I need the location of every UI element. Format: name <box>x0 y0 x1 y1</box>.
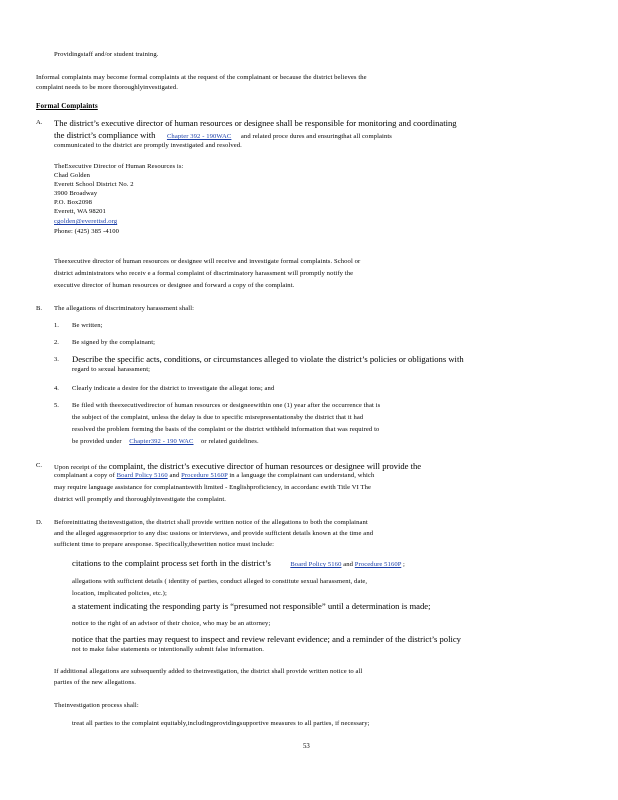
section-a-line-2-tail: and related proce dures and ensuringthat all complaints <box>240 133 392 140</box>
section-b-item-3-line-2: regard to sexual harassment; <box>72 366 151 373</box>
list-number: 4. <box>54 385 59 392</box>
list-number: 3. <box>54 356 59 363</box>
section-a-paragraph-line-2: district administrators who receiv e a formal complaint of discriminatory harassment will promptly notify the <box>54 270 354 277</box>
section-b-label: B. <box>36 305 43 312</box>
section-d-bullet-5-line-1: notice that the parties may request to inspect and review relevant evidence; and a reminder of the district’s policy <box>72 634 461 644</box>
section-a-paragraph-line-1: Theexecutive director of human resources or designee will receive and investigate formal complaints. School or <box>54 258 361 265</box>
list-number: 2. <box>54 339 59 346</box>
section-b-item-5-line-3: resolved the problem forming the basis of the complaint or the district withheld information that was required to <box>72 426 380 433</box>
section-c-line-1-lead: Upon receipt of the <box>54 464 107 471</box>
section-b-item-2: Be signed by the complainant; <box>72 339 156 346</box>
section-b-item-1: Be written; <box>72 322 103 329</box>
list-number: 1. <box>54 322 59 329</box>
section-a-line-2-lead: the district’s compliance with <box>54 130 156 140</box>
section-c-line-4: district will promptly and thoroughlyinvestigate the complaint. <box>54 496 227 503</box>
section-b-intro: The allegations of discriminatory harassment shall: <box>54 305 195 312</box>
section-c-line-2-tail: in a language the complainant can understand, which <box>229 472 375 479</box>
contact-email-link[interactable]: cgolden@everettsd.org <box>54 218 118 225</box>
section-d-bullet-4: notice to the right of an advisor of their choice, who may be an attorney; <box>72 620 271 627</box>
formal-complaints-heading: Formal Complaints <box>36 102 98 110</box>
contact-line-3: Everett School District No. 2 <box>54 181 134 188</box>
section-c-line-3: may require language assistance for complainantswith limited - Englishproficiency, in accordanc ewith Title VI The <box>54 484 372 491</box>
section-c-line-2 <box>54 472 374 480</box>
section-d-line-1: Beforeinitiating theinvestigation, the district shall provide written notice of the allegations to both the complainant <box>54 519 368 526</box>
section-d-bullet-2-line-2: location, implicated policies, etc.); <box>72 590 167 597</box>
section-d-line-3: sufficient time to prepare aresponse. Specifically,thewritten notice must include: <box>54 541 275 548</box>
section-c-and: and <box>169 472 180 479</box>
board-policy-5160-link-2[interactable]: Board Policy 5160 <box>290 561 342 568</box>
section-b-item-5-line-4-lead: be provided under <box>72 438 122 445</box>
section-d-and: and <box>343 561 354 568</box>
contact-phone: Phone: (425) 385 -4100 <box>54 228 120 235</box>
section-b-item-5-line-4 <box>72 438 259 446</box>
investigation-process-intro: Theinvestigation process shall: <box>54 702 139 709</box>
informal-complaints-line-1: Informal complaints may become formal complaints at the request of the complainant or because the district believes the <box>36 74 367 81</box>
section-b-item-3-line-1: Describe the specific acts, conditions, or circumstances alleged to violate the district’s policies or obligations with <box>72 354 464 364</box>
chapter-392-190-wac-link[interactable]: Chapter 392 - 190WAC <box>166 133 232 140</box>
contact-line-1: TheExecutive Director of Human Resources is: <box>54 163 184 170</box>
procedure-5160p-link-2[interactable]: Procedure 5160P <box>354 561 402 568</box>
procedure-5160p-link[interactable]: Procedure 5160P <box>181 472 228 479</box>
section-d-label: D. <box>36 519 43 526</box>
section-c-line-1 <box>54 461 421 472</box>
section-c-label: C. <box>36 462 43 469</box>
section-d-bullet-3: a statement indicating the responding party is “presumed not responsible” until a determination is made; <box>72 601 431 611</box>
section-b-item-4: Clearly indicate a desire for the district to investigate the allegat ions; and <box>72 385 275 392</box>
additional-allegations-line-1: If additional allegations are subsequently added to theinvestigation, the district shall provide written notice to all <box>54 668 363 675</box>
section-a-line-3: communicated to the district are promptly investigated and resolved. <box>54 142 242 149</box>
chapter-392-190-wac-link-2[interactable]: Chapter392 - 190 WAC <box>129 438 194 445</box>
section-a-paragraph-line-3: executive director of human resources or designee and forward a copy of the complaint. <box>54 282 295 289</box>
section-b-item-5-line-4-tail: or related guidelines. <box>201 438 259 445</box>
section-d-line-2: and the alleged aggressorprior to any disc ussions or interviews, and provide sufficient details known at the time and <box>54 530 374 537</box>
page-number: 53 <box>303 743 310 750</box>
providing-training-text: Providingstaff and/or student training. <box>54 51 159 58</box>
section-d-bullet-2-line-1: allegations with sufficient details ( identity of parties, conduct alleged to constitute sexual harassment, date, <box>72 578 368 585</box>
investigation-bullet-1: treat all parties to the complaint equitably,includingprovidingsupportive measures to all parties, if necessary; <box>72 720 370 727</box>
section-c-line-2-lead: complainant a copy of <box>54 472 115 479</box>
section-a-label: A. <box>36 119 43 126</box>
contact-line-2: Chad Golden <box>54 172 91 179</box>
section-b-item-5-line-2: the subject of the complaint, unless the delay is due to specific misrepresentationsby the district that it had <box>72 414 364 421</box>
informal-complaints-line-2: complaint needs to be more thoroughlyinvestigated. <box>36 84 178 91</box>
section-d-bullet-5-line-2: not to make false statements or intentionally submit false information. <box>72 646 265 653</box>
contact-line-4: 3900 Broadway <box>54 190 98 197</box>
section-d-bullet-1 <box>72 558 405 569</box>
section-a-line-1: The district’s executive director of human resources or designee shall be responsible for monitoring and coordinating <box>54 118 457 128</box>
section-d-bullet-1-lead: citations to the complaint process set forth in the district’s <box>72 558 271 568</box>
section-c-line-1-emphasis: complaint, the district’s executive director of human resources or designee will provide the <box>108 461 422 471</box>
board-policy-5160-link[interactable]: Board Policy 5160 <box>116 472 168 479</box>
additional-allegations-line-2: parties of the new allegations. <box>54 679 137 686</box>
section-b-item-5-line-1: Be filed with theexecutivedirector of human resources or designeewithin one (1) year after the occurrence that is <box>72 402 381 409</box>
section-a-line-2 <box>54 130 392 141</box>
contact-line-5: P.O. Box2098 <box>54 199 93 206</box>
section-d-bullet-1-tail: ; <box>403 561 405 568</box>
contact-line-6: Everett, WA 98201 <box>54 208 106 215</box>
list-number: 5. <box>54 402 59 409</box>
